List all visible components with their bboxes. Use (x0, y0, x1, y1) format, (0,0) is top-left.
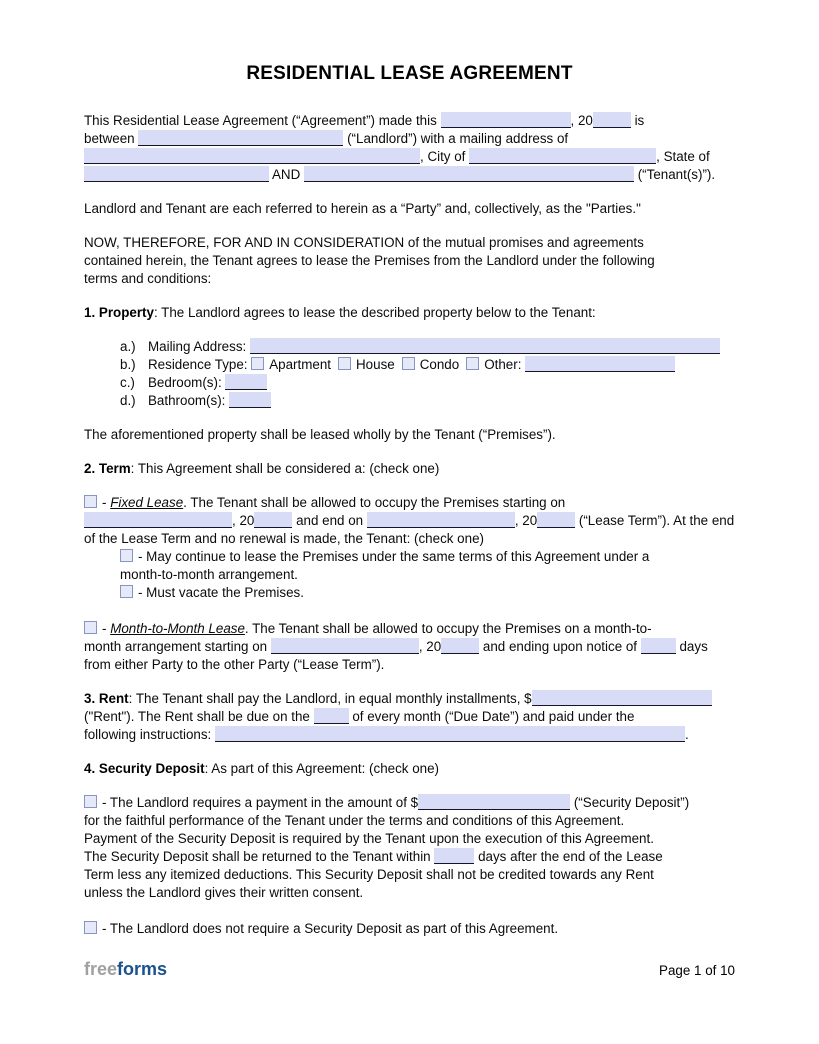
apartment-checkbox[interactable] (251, 357, 264, 370)
deposit-required-paragraph: - The Landlord requires a payment in the amount of $ (“Security Deposit”) for the faithful performance of the Tenant under the terms and conditions of this Agreement. Payment of the Security Deposit is required by the Tenant upon the execution of this Agreement. The Security Deposit shall be returned to the Tenant within days after the end of the Lease Term less any itemized deductions. This Security Deposit shall not be credited towards any Rent unless the Landlord gives their written consent. (84, 795, 690, 900)
fixed-start-date-field[interactable] (84, 512, 232, 528)
agreement-day-field[interactable] (441, 112, 571, 128)
section-2-heading: 2. Term: This Agreement shall be considered a: (check one) (84, 461, 440, 476)
page-title: RESIDENTIAL LEASE AGREEMENT (246, 63, 573, 84)
mailing-address-field[interactable] (250, 338, 720, 354)
rent-amount-field[interactable] (532, 690, 712, 706)
fixed-end-year-field[interactable] (537, 512, 575, 528)
city-field[interactable] (469, 148, 656, 164)
page-number: Page 1 of 10 (659, 963, 735, 978)
m2m-notice-days-field[interactable] (641, 638, 676, 654)
freeforms-logo (84, 957, 167, 981)
list-label: a.) (120, 339, 136, 354)
section-4-heading: 4. Security Deposit: As part of this Agreement: (check one) (84, 761, 440, 776)
property-item-b: b.) Residence Type: Apartment House Condo Other: (120, 356, 735, 374)
intro-text: , State of (656, 149, 710, 164)
tenant-names-field[interactable] (304, 166, 634, 182)
fixed-lease-checkbox[interactable] (84, 495, 97, 508)
section-1-heading: 1. Property: The Landlord agrees to lease the described property below to the Tenant: (84, 305, 596, 320)
property-item-c: c.) Bedroom(s): (120, 374, 735, 392)
month-to-month-checkbox[interactable] (84, 621, 97, 634)
page-footer (84, 957, 735, 981)
intro-text: between (84, 131, 139, 146)
month-to-month-paragraph: - Month-to-Month Lease. The Tenant shall be allowed to occupy the Premises on a month-to- month arrangement starting on , 20 and ending upon notice of days from either Party to the other Party (“Lease Term”). (84, 621, 708, 672)
security-deposit-amount-field[interactable] (418, 794, 570, 810)
consideration-paragraph: NOW, THEREFORE, FOR AND IN CONSIDERATION of the mutual promises and agreements contained herein, the Tenant agrees to lease the Premises from the Landlord under the following terms and conditions: (84, 235, 655, 286)
agreement-year-field[interactable] (593, 112, 631, 128)
deposit-return-days-field[interactable] (434, 848, 474, 864)
may-continue-checkbox[interactable] (120, 549, 133, 562)
property-item-d: d.) Bathroom(s): (120, 392, 735, 410)
fixed-end-date-field[interactable] (367, 512, 515, 528)
must-vacate-checkbox[interactable] (120, 585, 133, 598)
fixed-start-year-field[interactable] (254, 512, 292, 528)
intro-text: (“Landlord”) with a mailing address of (343, 131, 569, 146)
m2m-start-date-field[interactable] (271, 638, 419, 654)
landlord-name-field[interactable] (138, 130, 343, 146)
intro-paragraph (84, 112, 735, 184)
section-2-title: 2. Term (84, 461, 131, 476)
intro-text: This Residential Lease Agreement (“Agreement”) made this (84, 113, 441, 128)
payment-instructions-field[interactable] (215, 726, 685, 742)
logo-forms-text: forms (117, 959, 168, 979)
deposit-required-checkbox[interactable] (84, 795, 97, 808)
no-deposit-paragraph: - The Landlord does not require a Security Deposit as part of this Agreement. (84, 920, 735, 938)
section-1-title: 1. Property (84, 305, 154, 320)
bathrooms-field[interactable] (229, 392, 271, 408)
fixed-lease-paragraph: - Fixed Lease. The Tenant shall be allowed to occupy the Premises starting on , 20 and end on , 20 (“Lease Term”). At the end of the Lease Term and no renewal is made, the Tenant: (check one) (84, 495, 735, 546)
no-deposit-checkbox[interactable] (84, 921, 97, 934)
parties-paragraph: Landlord and Tenant are each referred to herein as a “Party” and, collectively, as the "Parties." (84, 201, 641, 216)
intro-text: AND (269, 167, 304, 182)
renewal-option-2: - Must vacate the Premises. (120, 584, 735, 602)
list-label: b.) (120, 357, 136, 372)
section-3-rent-paragraph: 3. Rent: The Tenant shall pay the Landlord, in equal monthly installments, $ ("Rent"). The Rent shall be due on the of every month (“Due Date”) and paid under the following instructions: . (84, 690, 735, 744)
other-checkbox[interactable] (466, 357, 479, 370)
list-label: c.) (120, 375, 135, 390)
m2m-start-year-field[interactable] (441, 638, 479, 654)
premises-note: The aforementioned property shall be leased wholly by the Tenant (“Premises”). (84, 427, 556, 442)
bedrooms-field[interactable] (225, 374, 267, 390)
list-label: d.) (120, 393, 136, 408)
property-list (84, 338, 735, 410)
intro-text: is (630, 113, 645, 128)
section-3-title: 3. Rent (84, 691, 129, 706)
section-4-title: 4. Security Deposit (84, 761, 205, 776)
logo-free-text: free (84, 959, 118, 979)
landlord-address-field[interactable] (84, 148, 420, 164)
condo-checkbox[interactable] (402, 357, 415, 370)
renewal-option-1: - May continue to lease the Premises under the same terms of this Agreement under a month-to-month arrangement. (120, 549, 650, 582)
rent-due-day-field[interactable] (314, 708, 349, 724)
intro-text: (“Tenant(s)”). (633, 167, 716, 182)
state-field[interactable] (84, 166, 269, 182)
fixed-lease-label: Fixed Lease (110, 495, 184, 510)
intro-text: , City of (420, 149, 470, 164)
residence-other-field[interactable] (525, 356, 675, 372)
house-checkbox[interactable] (338, 357, 351, 370)
intro-text: , 20 (570, 113, 593, 128)
property-item-a: a.) Mailing Address: (120, 338, 735, 356)
month-to-month-label: Month-to-Month Lease (110, 621, 245, 636)
